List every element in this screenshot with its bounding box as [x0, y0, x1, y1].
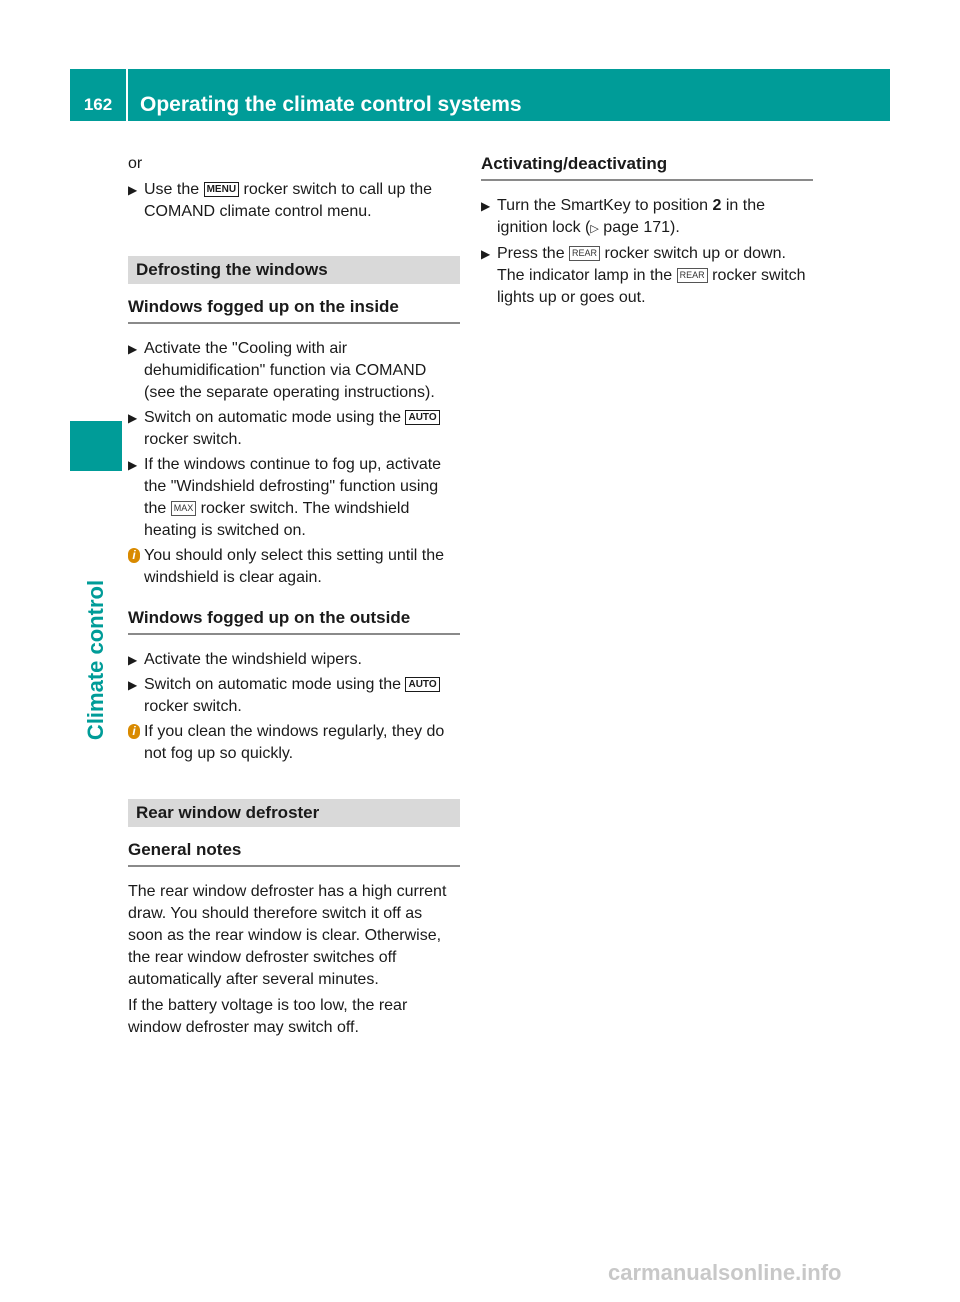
auto-button-icon: AUTO	[405, 677, 439, 692]
rear-defroster-icon: REAR	[677, 268, 708, 283]
or-text: or	[128, 155, 143, 172]
info-icon: i	[128, 548, 140, 563]
step-arrow-icon: ▶	[481, 247, 491, 261]
position-number: 2	[712, 197, 722, 214]
step-automatic-mode: ▶ Switch on automatic mode using the AUTO rocker switch.	[128, 407, 460, 451]
side-tab-marker	[70, 421, 122, 471]
left-column	[128, 153, 460, 1043]
step-wipers: ▶ Activate the windshield wipers.	[128, 649, 460, 671]
step-arrow-icon: ▶	[128, 678, 138, 692]
general-paragraph-2: If the battery voltage is too low, the rear window defroster may switch off.	[128, 997, 408, 1036]
page-number: 162	[83, 95, 113, 114]
menu-button-icon: MENU	[204, 182, 239, 197]
right-column	[481, 153, 813, 312]
page-ref-arrow-icon: ▷	[590, 223, 599, 235]
subheading-inside: Windows fogged up on the inside	[128, 296, 460, 324]
subheading-activating: Activating/deactivating	[481, 153, 813, 181]
subheading-general-notes: General notes	[128, 839, 460, 867]
info-icon: i	[128, 724, 140, 739]
section-heading-defrosting: Defrosting the windows	[128, 256, 460, 284]
step-arrow-icon: ▶	[128, 653, 138, 667]
step-arrow-icon: ▶	[128, 342, 138, 356]
info-note-inside: i You should only select this setting until the windshield is clear again.	[128, 545, 460, 589]
step-cooling: ▶ Activate the "Cooling with air dehumidification" function via COMAND (see the separate operating instructions).	[128, 340, 435, 401]
step-arrow-icon: ▶	[128, 458, 138, 472]
rear-defroster-icon: REAR	[569, 246, 600, 261]
side-tab-label: Climate control	[83, 579, 108, 741]
watermark: carmanualsonline.info	[608, 1260, 842, 1285]
info-note-outside: i If you clean the windows regularly, they do not fog up so quickly.	[128, 721, 460, 765]
step-rear-defroster-switch: ▶ Press the REAR rocker switch up or down. The indicator lamp in the REAR rocker switch lights up or goes out.	[481, 245, 806, 306]
step-arrow-icon: ▶	[128, 183, 138, 197]
step-windshield-defrost: ▶ If the windows continue to fog up, activate the "Windshield defrosting" function using the MAX rocker switch. The windshield heating is switched on.	[128, 456, 442, 539]
step-smartkey: ▶ Turn the SmartKey to position 2 in the ignition lock (▷ page 171).	[481, 197, 766, 236]
step-arrow-icon: ▶	[481, 199, 491, 213]
section-heading-rear-defroster: Rear window defroster	[128, 799, 460, 827]
subheading-outside: Windows fogged up on the outside	[128, 607, 460, 635]
page-title: Operating the climate control systems	[140, 93, 522, 116]
auto-button-icon: AUTO	[405, 410, 439, 425]
page-reference-link[interactable]: page 171	[603, 219, 671, 236]
step-arrow-icon: ▶	[128, 411, 138, 425]
windshield-defrost-icon: MAX	[171, 501, 197, 516]
header-separator	[126, 69, 128, 121]
step-automatic-mode-outside: ▶ Switch on automatic mode using the AUTO rocker switch.	[128, 674, 460, 718]
general-paragraph-1: The rear window defroster has a high current draw. You should therefore switch it off as soon as the rear window is clear. Otherwise, the rear window defroster switches off automatically after several minutes.	[128, 883, 447, 988]
step-menu: ▶ Use the MENU rocker switch to call up the COMAND climate control menu.	[128, 181, 433, 220]
